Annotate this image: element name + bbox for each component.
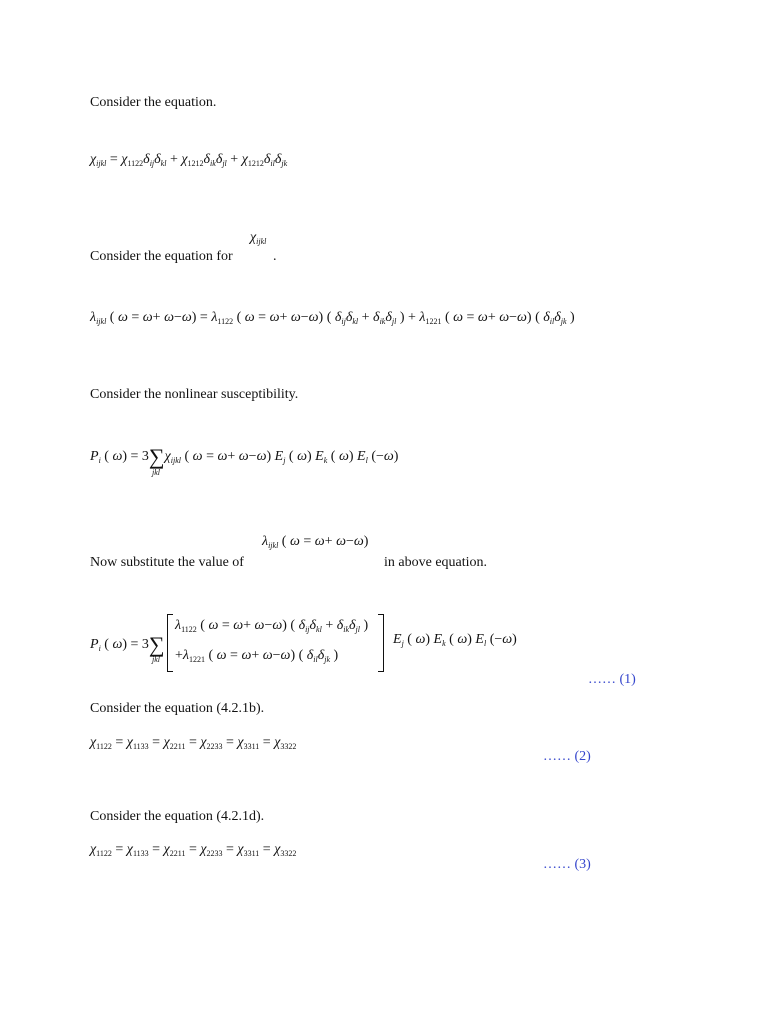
equation-polarization-substituted-left: $P_i$ ( ω) = 3∑	[90, 632, 165, 657]
paragraph-equation-4-2-1d: Consider the equation (4.2.1d).	[90, 809, 265, 824]
equation-bracket-tail: $E_j$ ( ω) $E_k$ ( ω) $E_l$ (−ω)	[393, 632, 517, 648]
paragraph-nonlinear-susceptibility: Consider the nonlinear susceptibility.	[90, 387, 299, 402]
inline-lambda-ijkl: $\lambda_{ijkl}$ ( ω = ω+ ω−ω)	[262, 534, 369, 550]
equation-polarization: $P_i$ ( $\omega) = 3\sum\chi_{ijkl}$ ( ω = ω+ ω−ω) $E_j$ ( ω) $E_k$ ( ω) $E_l$ (−ω)	[90, 444, 399, 469]
equation-chi-equalities-2: $\chi_{1122} = \chi_{1133} = \chi_{2211} = \chi_{2233} = \chi_{3311} = \chi_{3322}$	[90, 842, 297, 858]
equation-reference-3: …… (3)	[543, 857, 591, 872]
paragraph-consider-equation: Consider the equation.	[90, 95, 217, 110]
right-bracket	[378, 614, 384, 672]
sum-index-jkl-2: jkl	[152, 655, 160, 664]
equation-chi-ijkl: $\chi_{ijkl} = \chi_{1122}\delta_{ij}\delta_{kl} + \chi_{1212}\delta_{ik}\delta_{jl} + \chi_{1212}\delta_{il}\delta_{jk}$	[90, 152, 288, 168]
paragraph-substitute-end: in above equation.	[384, 555, 488, 570]
sum-index-jkl: jkl	[152, 468, 160, 477]
equation-bracket-line-2: $+\lambda_{1221}$ ( ω = ω+ ω−ω) ( $\delta_{il}\delta_{jk}$ )	[175, 648, 339, 664]
equation-reference-2: …… (2)	[543, 749, 591, 764]
paragraph-equation-4-2-1b: Consider the equation (4.2.1b).	[90, 701, 265, 716]
equation-chi-equalities-1: $\chi_{1122} = \chi_{1133} = \chi_{2211} = \chi_{2233} = \chi_{3311} = \chi_{3322}$	[90, 735, 297, 751]
inline-chi-ijkl: $\chi_{ijkl}$	[250, 230, 267, 246]
equation-bracket-line-1: $\lambda_{1122}$ ( ω = ω+ ω−ω) ( $\delta_{ij}\delta_{kl} + \delta_{ik}\delta_{jl}$ )	[175, 618, 369, 634]
equation-lambda-ijkl: $\lambda_{ijkl}$ ( $\omega = \omega+ \omega-\omega) = \lambda_{1122}$ ( ω = ω+ ω−ω) ( $\delta_{ij}\delta_{kl} + \delta_{ik}\delta_{jl}$ ) + $\lambda_{1221}$ ( ω = ω+ ω−ω) ( $\delta_{il}\delta_{jk}$ )	[90, 310, 575, 326]
left-bracket	[167, 614, 173, 672]
paragraph-period: .	[273, 249, 277, 264]
paragraph-substitute: Now substitute the value of	[90, 555, 244, 570]
equation-reference-1: …… (1)	[588, 672, 636, 687]
paragraph-consider-equation-for: Consider the equation for	[90, 249, 233, 264]
